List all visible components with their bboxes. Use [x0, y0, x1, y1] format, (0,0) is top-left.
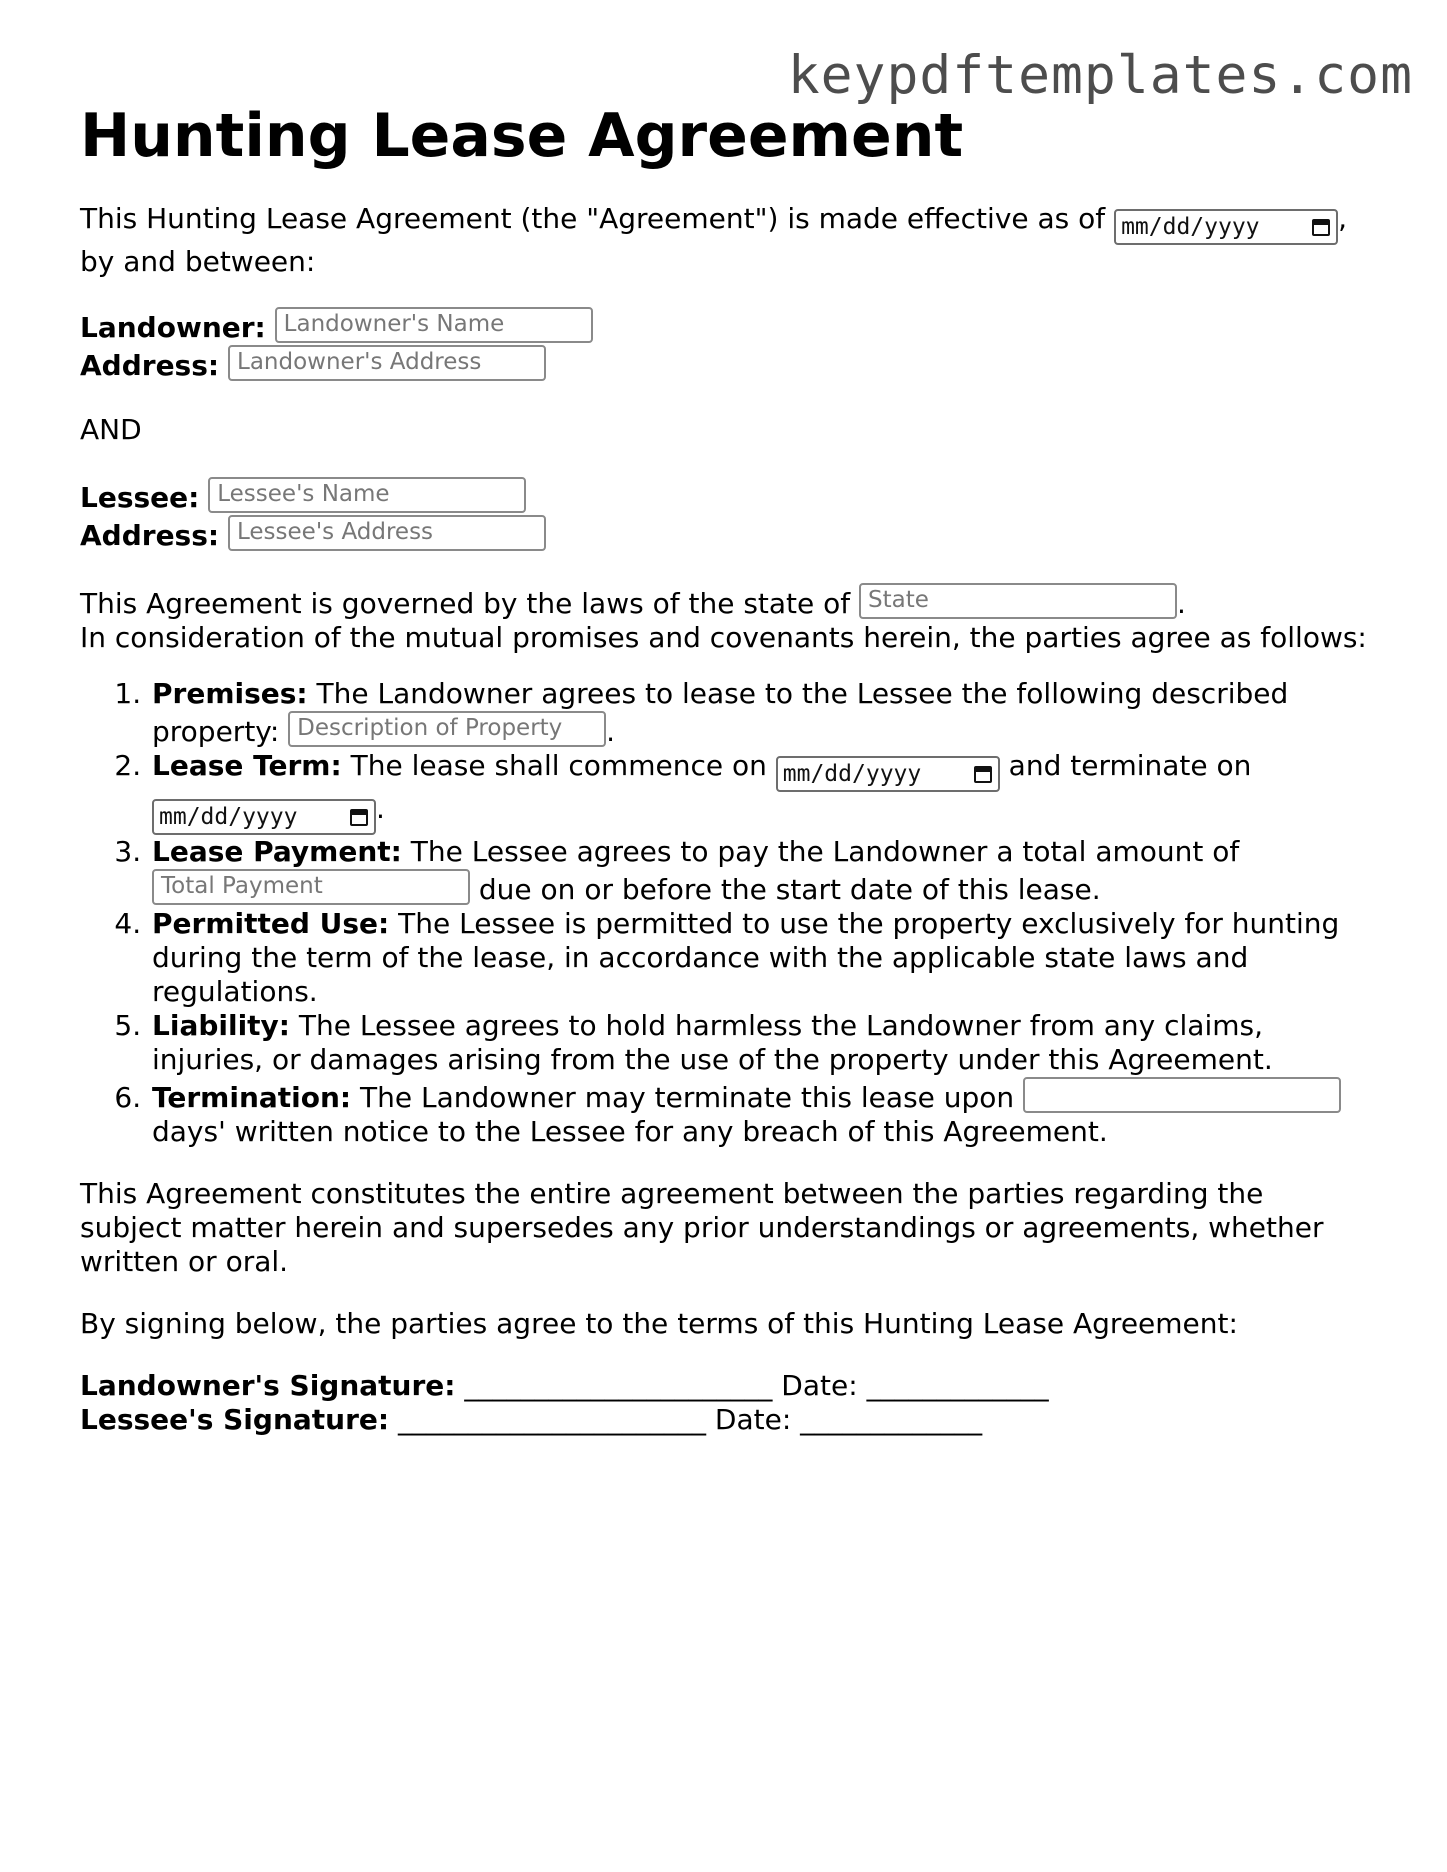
lessee-section [80, 477, 1370, 553]
lease-end-date-placeholder: mm/dd/yyyy [159, 804, 298, 830]
lease-payment-text: The Lessee agrees to pay the Landowner a total amount of [410, 835, 1240, 868]
term-permitted-use [150, 907, 1370, 1009]
term-termination [150, 1077, 1370, 1149]
permitted-use-label: Permitted Use: [152, 907, 390, 940]
landowner-signature-label: Landowner's Signature: [80, 1369, 456, 1402]
intro-paragraph [80, 202, 1370, 279]
permitted-use-text: The Lessee is permitted to use the property exclusively for hunting during the term of the lease, in accordance with the applicable state laws and regulations. [152, 907, 1340, 1008]
landowner-section [80, 307, 1370, 383]
watermark: keypdftemplates.com [787, 45, 1413, 106]
liability-text: The Lessee agrees to hold harmless the Landowner from any claims, injuries, or damages arising from the use of the property under this Agreement. [152, 1009, 1273, 1076]
lease-payment-after: due on or before the start date of this lease. [478, 873, 1101, 906]
lease-payment-label: Lease Payment: [152, 835, 402, 868]
and-separator: AND [80, 413, 142, 446]
landowner-name-label: Landowner: [80, 311, 266, 344]
landowner-name-input[interactable]: Landowner's Name [275, 307, 593, 343]
governing-paragraph [80, 583, 1370, 655]
lessee-address-input[interactable]: Lessee's Address [228, 515, 546, 551]
consideration-text: In consideration of the mutual promises and covenants herein, the parties agree as follows: [80, 621, 1367, 654]
termination-label: Termination: [152, 1081, 352, 1114]
intro-line2: by and between: [80, 245, 316, 278]
term-liability [150, 1009, 1370, 1077]
term-lease-payment [150, 835, 1370, 907]
lease-term-text: The lease shall commence on [350, 749, 767, 782]
lessee-address-row [80, 515, 1370, 553]
landowner-address-input[interactable]: Landowner's Address [228, 345, 546, 381]
landowner-date-label: Date: [781, 1369, 858, 1402]
governing-text: This Agreement is governed by the laws of the state of [80, 587, 851, 620]
effective-date-input[interactable] [1114, 209, 1338, 245]
term-premises [150, 677, 1370, 749]
lease-term-middle: and terminate on [1008, 749, 1252, 782]
lessee-address-label: Address: [80, 519, 220, 552]
property-description-input[interactable]: Description of Property [288, 711, 606, 747]
landowner-address-label: Address: [80, 349, 220, 382]
landowner-date-line[interactable]: _____________ [866, 1369, 1049, 1402]
landowner-address-row [80, 345, 1370, 383]
landowner-name-row [80, 307, 1370, 345]
lessee-signature-line[interactable]: ______________________ [398, 1403, 706, 1436]
document-page [80, 100, 1370, 1437]
lessee-name-input[interactable]: Lessee's Name [208, 477, 526, 513]
lessee-signature-row [80, 1403, 1370, 1437]
effective-date-placeholder: mm/dd/yyyy [1121, 214, 1260, 240]
lessee-date-line[interactable]: _____________ [800, 1403, 983, 1436]
calendar-icon[interactable] [1312, 219, 1330, 236]
terms-list [80, 677, 1370, 1149]
lease-end-date-input[interactable] [152, 799, 376, 835]
calendar-icon[interactable] [350, 809, 368, 826]
state-input[interactable]: State [859, 583, 1177, 619]
total-payment-input[interactable]: Total Payment [152, 869, 470, 905]
page-title: Hunting Lease Agreement [80, 101, 964, 171]
premises-label: Premises: [152, 677, 308, 710]
lessee-signature-label: Lessee's Signature: [80, 1403, 390, 1436]
liability-label: Liability: [152, 1009, 291, 1042]
lease-start-date-placeholder: mm/dd/yyyy [782, 761, 922, 787]
intro-comma: , [1338, 202, 1347, 235]
landowner-signature-row [80, 1369, 1370, 1403]
lessee-name-label: Lessee: [80, 481, 200, 514]
lease-term-label: Lease Term: [152, 749, 342, 782]
premises-text: The Landowner agrees to lease to the Lessee the following described property: [152, 677, 1289, 748]
landowner-signature-line[interactable]: ______________________ [464, 1369, 773, 1402]
term-lease-term [150, 749, 1370, 835]
entire-agreement-paragraph: This Agreement constitutes the entire agreement between the parties regarding the subject matter herein and supersedes any prior understandings or agreements, whether written or oral. [80, 1177, 1324, 1278]
lessee-name-row [80, 477, 1370, 515]
notice-days-input[interactable] [1023, 1077, 1341, 1113]
signing-intro: By signing below, the parties agree to the terms of this Hunting Lease Agreement: [80, 1307, 1238, 1340]
termination-text: The Landowner may terminate this lease upon [360, 1081, 1015, 1114]
premises-period: . [606, 715, 616, 748]
termination-after: days' written notice to the Lessee for any breach of this Agreement. [152, 1115, 1108, 1148]
signature-section [80, 1369, 1370, 1437]
intro-text: This Hunting Lease Agreement (the "Agreement") is made effective as of [80, 202, 1106, 235]
governing-period: . [1177, 587, 1186, 620]
calendar-icon[interactable] [974, 766, 992, 783]
lessee-date-label: Date: [714, 1403, 792, 1436]
lease-term-period: . [376, 792, 385, 825]
lease-start-date-input[interactable] [776, 756, 1000, 792]
